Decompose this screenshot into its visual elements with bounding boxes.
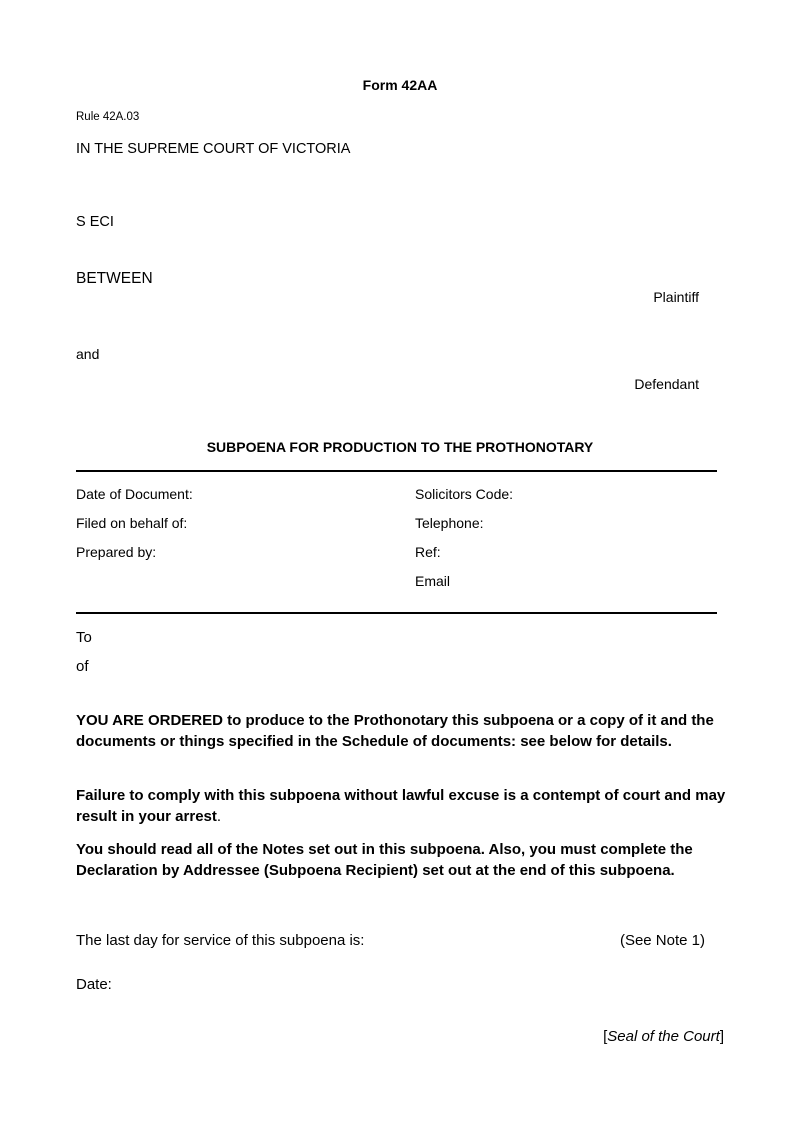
order-emphasis: YOU ARE ORDERED [76,712,223,729]
solicitors-code-label: Solicitors Code: [415,486,514,502]
date-of-document-label: Date of Document: [76,486,193,502]
form-title: Form 42AA [362,77,438,93]
seal-close-bracket: ] [719,1028,724,1045]
last-day-service-label: The last day for service of this subpoena is: [76,932,365,949]
telephone-label: Telephone: [415,515,484,531]
rule-reference: Rule 42A.03 [76,111,140,123]
notes-instruction-paragraph: You should read all of the Notes set out in this subpoena. Also, you must complete the Declaration by Addressee (Subpoena Recipient) set out at the end of this subpoena. [76,841,693,879]
seal-of-court [603,1028,724,1045]
contempt-warning-text: Failure to comply with this subpoena without lawful excuse is a contempt of court and may result in your arrest [76,787,726,825]
court-name: IN THE SUPREME COURT OF VICTORIA [76,141,351,157]
order-text: to produce to the Prothonotary this subpoena or a copy of it and the documents or things specified in the Schedule of documents: see below for details. [76,712,714,750]
divider-bottom [76,612,717,614]
divider-top [76,470,717,472]
plaintiff-label: Plaintiff [653,289,699,305]
prepared-by-label: Prepared by: [76,544,157,560]
see-note-reference: (See Note 1) [619,932,705,949]
to-label: To [76,629,92,646]
defendant-label: Defendant [634,376,699,392]
and-label: and [76,346,100,362]
email-label: Email [415,573,451,589]
of-label: of [76,658,89,675]
seal-text: Seal of the Court [607,1028,720,1045]
filed-on-behalf-label: Filed on behalf of: [76,515,188,531]
date-label: Date: [76,976,112,993]
contempt-warning-paragraph [76,785,726,827]
ref-label: Ref: [415,544,441,560]
case-number: S ECI [76,214,114,230]
contempt-warning-period: . [216,808,222,825]
between-label: BETWEEN [76,270,153,287]
document-title: SUBPOENA FOR PRODUCTION TO THE PROTHONOTARY [206,439,594,455]
seal-open-bracket: [ [603,1028,608,1045]
order-paragraph [76,710,726,752]
